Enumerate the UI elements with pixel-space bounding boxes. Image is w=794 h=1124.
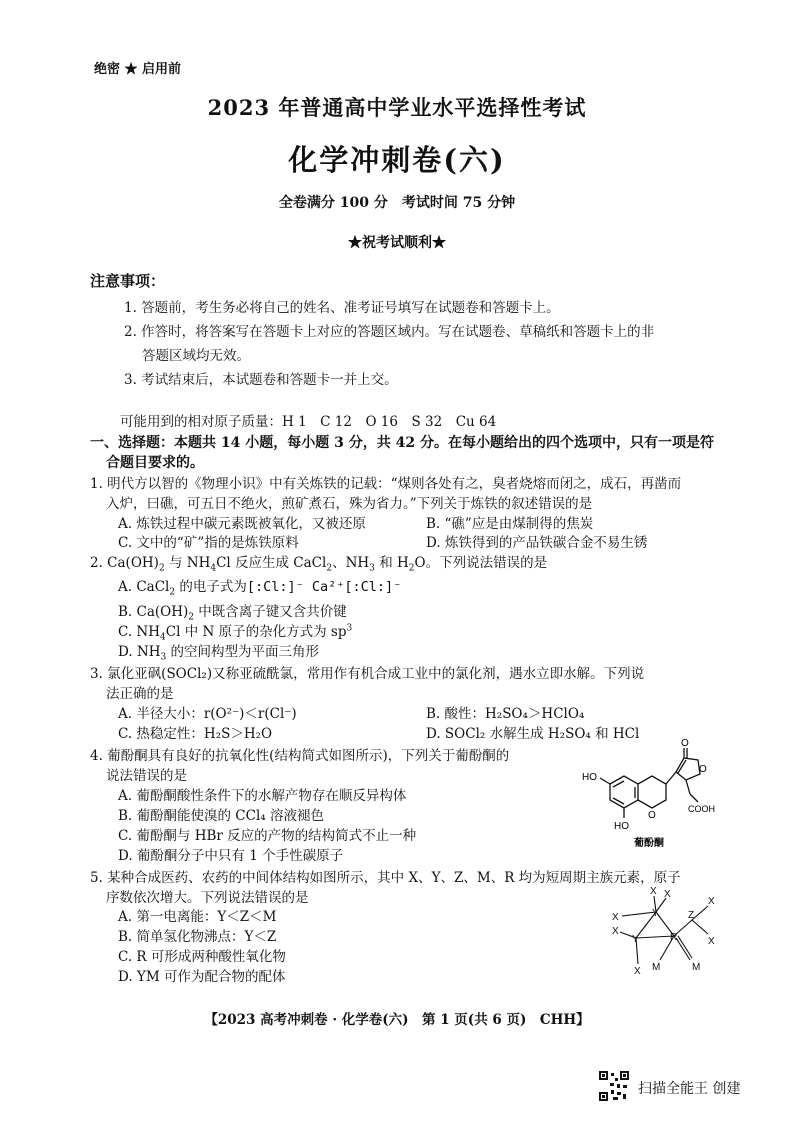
q4-stem-1: 4. 葡酚酮具有良好的抗氧化性(结构简式如图所示)，下列关于葡酚酮的 [90,748,510,764]
page-footer: 【2023 高考冲刺卷 · 化学卷(六) 第 1 页(共 6 页) CHH】 [204,1012,590,1028]
q4-option-a: A. 葡酚酮酸性条件下的水解产物存在顺反异构体 [118,788,407,804]
q4-stem-2: 说法错误的是 [106,768,187,784]
q5-stem-2: 序数依次增大。下列说法错误的是 [106,890,309,906]
q5-atom-x: X [708,936,715,947]
atomic-masses: 可能用到的相对原子质量：H 1 C 12 O 16 S 32 Cu 64 [120,414,497,430]
section-1-line-1: 一、选择题：本题共 14 小题，每小题 3 分，共 42 分。在每小题给出的四个选项中，只有一项是符 [90,435,714,451]
secret-label: 绝密 ★ 启用前 [94,62,182,77]
q5-option-d: D. YM 可作为配合物的配体 [118,969,286,985]
notice-item-3: 3. 考试结束后，本试题卷和答题卡一并上交。 [124,372,398,388]
q3-option-b: B. 酸性：H₂SO₄＞HClO₄ [426,706,585,722]
notice-item-1: 1. 答题前，考生务必将自己的姓名、准考证号填写在试题卷和答题卡上。 [124,300,560,316]
exam-title: 2023 年普通高中学业水平选择性考试 [207,95,587,120]
q4-option-c: C. 葡酚酮与 HBr 反应的产物的结构简式不止一种 [118,828,417,844]
q4-option-b: B. 葡酚酮能使溴的 CCl₄ 溶液褪色 [118,808,324,824]
q3-option-a: A. 半径大小：r(O²⁻)＜r(Cl⁻) [118,706,297,722]
notice-heading: 注意事项： [90,272,166,290]
q4-label-ho-2: HO [614,821,629,832]
q4-label-ho-1: HO [582,772,597,783]
q1-stem-1: 1. 明代方以智的《物理小识》中有关炼铁的记载：“煤则各处有之，臭者烧熔而闭之，成石，再凿而 [90,476,682,492]
q1-stem-2: 入炉，曰礁，可五日不绝火，煎矿煮石，殊为省力。”下列关于炼铁的叙述错误的是 [106,496,593,512]
q4-structure-caption: 葡酚酮 [634,838,664,849]
electron-formula: [:Cl:]⁻ Ca²⁺[:Cl:]⁻ [246,579,402,595]
q5-atom-x: X [634,966,641,977]
section-1-line-2: 合题目要求的。 [106,455,204,471]
q5-stem-1: 5. 某种合成医药、农药的中间体结构如图所示，其中 X、Y、Z、M、R 均为短周期主族元素，原子 [90,870,681,886]
good-luck-line: ★祝考试顺利★ [348,235,446,251]
q2-option-b: B. $Ca(OH)_2$ 中既含离子键又含共价键 [118,604,347,623]
q5-atom-y: Y [632,934,639,945]
q5-structure-diagram [606,882,730,980]
scanner-watermark: 扫描全能王 创建 [638,1081,741,1097]
q5-atom-m: M [652,962,661,973]
notice-item-2: 2. 作答时，将答案写在答题卡上对应的答题区域内。写在试题卷、草稿纸和答题卡上的非 [124,324,655,340]
q1-option-d: D. 炼铁得到的产品铁碳合金不易生锈 [426,535,648,551]
q5-atom-x: X [650,886,657,897]
q5-atom-x: X [664,889,671,900]
q4-option-d: D. 葡酚酮分子中只有 1 个手性碳原子 [118,848,344,864]
q5-atom-z: Z [688,910,695,921]
q3-stem-1: 3. 氯化亚砜(SOCl₂)又称亚硫酰氯，常用作有机合成工业中的氯化剂，遇水立即水解。下列说 [90,666,645,682]
q2-option-a: A. CaCl$_2$ 的电子式为[:Cl:]⁻ Ca²⁺[:Cl:]⁻ [118,579,402,598]
q5-atom-r: R [670,932,678,943]
q5-atom-x: X [612,926,619,937]
q2-option-c: C. $NH_4Cl$ 中 N 原子的杂化方式为 $sp^3$ [118,623,353,643]
q4-label-o-ring: O [648,810,656,821]
q4-label-o-lactone: O [699,764,707,775]
q2-stem: 2. $Ca(OH)_2$ 与 $NH_4Cl$ 反应生成 CaCl$_2$、$NH_3$ 和 $H_2O$。下列说法错误的是 [90,555,548,574]
q3-option-d: D. SOCl₂ 水解生成 H₂SO₄ 和 HCl [426,726,640,742]
q4-structure-diagram [580,736,730,852]
q5-atom-m: M [692,962,701,973]
q1-option-b: B. “礁”应是由煤制得的焦炭 [426,516,594,532]
exam-subtitle: 化学冲刺卷(六) [288,143,506,177]
q4-label-cooh: COOH [688,804,715,814]
q4-label-o-carbonyl: O [681,738,689,749]
q3-option-c: C. 热稳定性：H₂S＞H₂O [118,726,273,742]
exam-meta: 全卷满分 100 分 考试时间 75 分钟 [278,195,516,211]
q5-option-a: A. 第一电离能：Y＜Z＜M [118,909,277,925]
q1-option-a: A. 炼铁过程中碳元素既被氧化，又被还原 [118,516,366,532]
notice-item-2-cont: 答题区域均无效。 [142,348,250,364]
qr-code-icon [598,1070,630,1102]
q5-option-c: C. R 可形成两种酸性氧化物 [118,949,286,965]
q1-option-c: C. 文中的“矿”指的是炼铁原料 [118,535,299,551]
q2-option-d: D. $NH_3$ 的空间构型为平面三角形 [118,644,320,663]
q5-atom-x: X [708,896,715,907]
q3-stem-2: 法正确的是 [106,686,174,702]
q5-atom-x: X [612,912,619,923]
q5-option-b: B. 简单氢化物沸点：Y＜Z [118,929,277,945]
q5-atom-y: Y [652,908,659,919]
